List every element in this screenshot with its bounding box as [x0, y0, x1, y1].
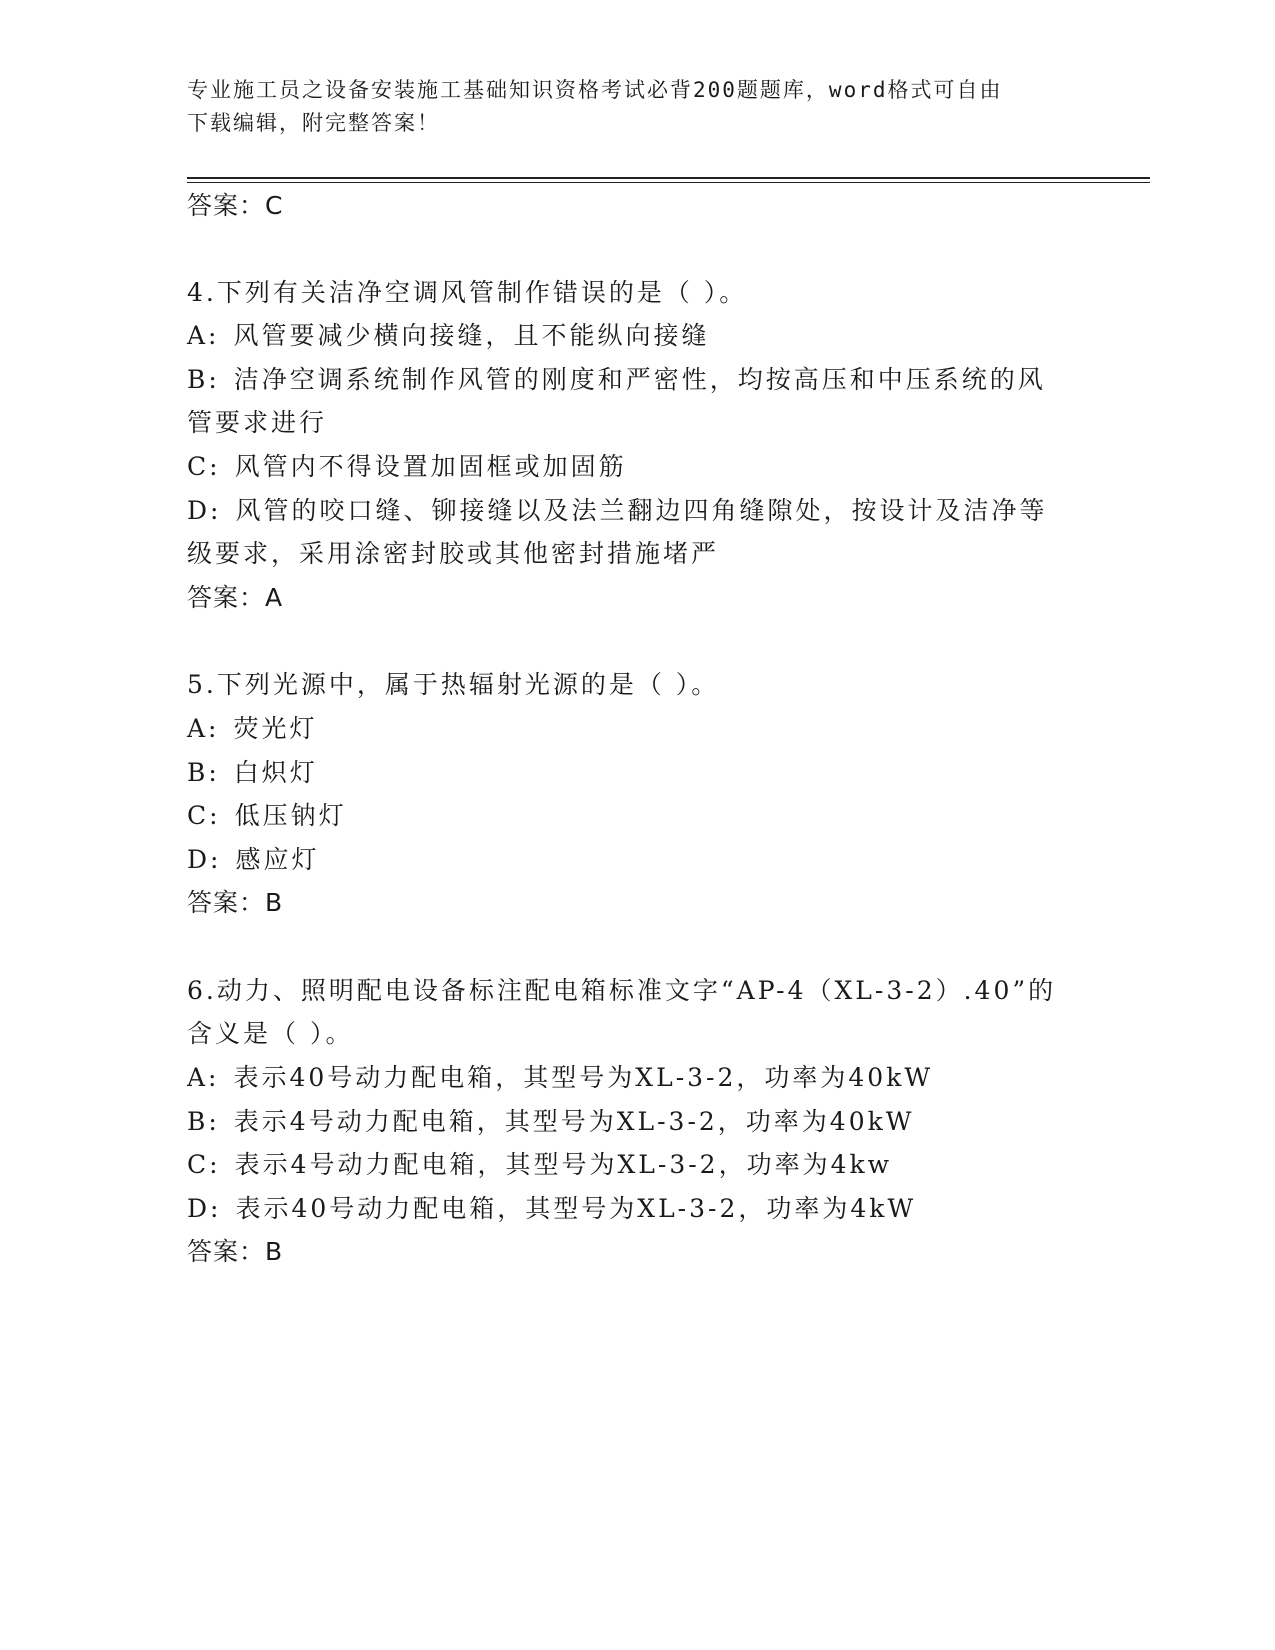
option-text: 风管要减少横向接缝，且不能纵向接缝: [233, 321, 710, 350]
document-header: [187, 74, 1087, 140]
question-6-option-a: [187, 1058, 933, 1098]
answer-value: B: [265, 888, 284, 917]
question-4-stem: 4.下列有关洁净空调风管制作错误的是（ ）。: [187, 278, 748, 307]
option-label: B:: [187, 1107, 220, 1136]
question-6-option-b: [187, 1102, 914, 1142]
header-divider: [187, 177, 1150, 179]
option-text: 表示40号动力配电箱，其型号为XL-3-2，功率为40kW: [233, 1063, 934, 1092]
option-text: 风管的咬口缝、铆接缝以及法兰翻边四角缝隙处，按设计及洁净等: [235, 496, 1048, 525]
option-text: 感应灯: [235, 845, 320, 874]
option-label: B:: [187, 365, 220, 394]
option-text: 表示40号动力配电箱，其型号为XL-3-2，功率为4kW: [235, 1194, 917, 1223]
option-label: C:: [187, 452, 221, 481]
question-4-option-b-cont: 管要求进行: [187, 408, 328, 437]
question-5-option-d: [187, 840, 319, 880]
option-label: D:: [187, 496, 222, 525]
answer-value: A: [265, 583, 284, 612]
header-line-1: 专业施工员之设备安装施工基础知识资格考试必背200题题库，word格式可自由: [187, 78, 1003, 102]
option-label: A:: [187, 714, 220, 743]
option-text: 表示4号动力配电箱，其型号为XL-3-2，功率为40kW: [233, 1107, 915, 1136]
question-6-stem: 6.动力、照明配电设备标注配电箱标准文字“AP-4（XL-3-2）.40”的: [187, 976, 1057, 1005]
question-4-option-c: [187, 447, 627, 487]
question-5-option-a: [187, 709, 318, 749]
option-label: D:: [187, 1194, 222, 1223]
option-label: C:: [187, 1150, 221, 1179]
answer-label: 答案：: [187, 888, 266, 917]
option-label: A:: [187, 321, 220, 350]
question-5-stem: 5.下列光源中，属于热辐射光源的是（ ）。: [187, 670, 720, 699]
header-divider-thin: [187, 182, 1150, 183]
option-text: 荧光灯: [233, 714, 318, 743]
answer-q3: [187, 186, 283, 226]
answer-label: 答案：: [187, 1237, 266, 1266]
question-4-option-d-cont: 级要求，采用涂密封胶或其他密封措施堵严: [187, 539, 720, 568]
question-4-option-a: [187, 316, 710, 356]
question-6-stem-cont: 含义是（ ）。: [187, 1019, 354, 1048]
answer-value: C: [265, 191, 284, 220]
answer-label: 答案：: [187, 583, 266, 612]
option-text: 洁净空调系统制作风管的刚度和严密性，均按高压和中压系统的风: [233, 365, 1046, 394]
answer-q5: [187, 883, 283, 923]
option-label: A:: [187, 1063, 220, 1092]
option-text: 白炽灯: [233, 758, 318, 787]
option-text: 低压钠灯: [234, 801, 347, 830]
option-text: 风管内不得设置加固框或加固筋: [234, 452, 627, 481]
option-label: C:: [187, 801, 221, 830]
question-6-option-c: [187, 1145, 892, 1185]
answer-label: 答案：: [187, 191, 266, 220]
option-label: B:: [187, 758, 220, 787]
question-6-option-d: [187, 1189, 916, 1229]
question-4-option-d: [187, 491, 1047, 531]
option-text: 表示4号动力配电箱，其型号为XL-3-2，功率为4kw: [234, 1150, 893, 1179]
header-line-2: 下载编辑，附完整答案！: [187, 111, 440, 135]
question-4-option-b: [187, 360, 1046, 400]
option-label: D:: [187, 845, 222, 874]
answer-q6: [187, 1232, 283, 1272]
answer-value: B: [265, 1237, 284, 1266]
answer-q4: [187, 578, 283, 618]
question-5-option-b: [187, 753, 318, 793]
question-5-option-c: [187, 796, 347, 836]
